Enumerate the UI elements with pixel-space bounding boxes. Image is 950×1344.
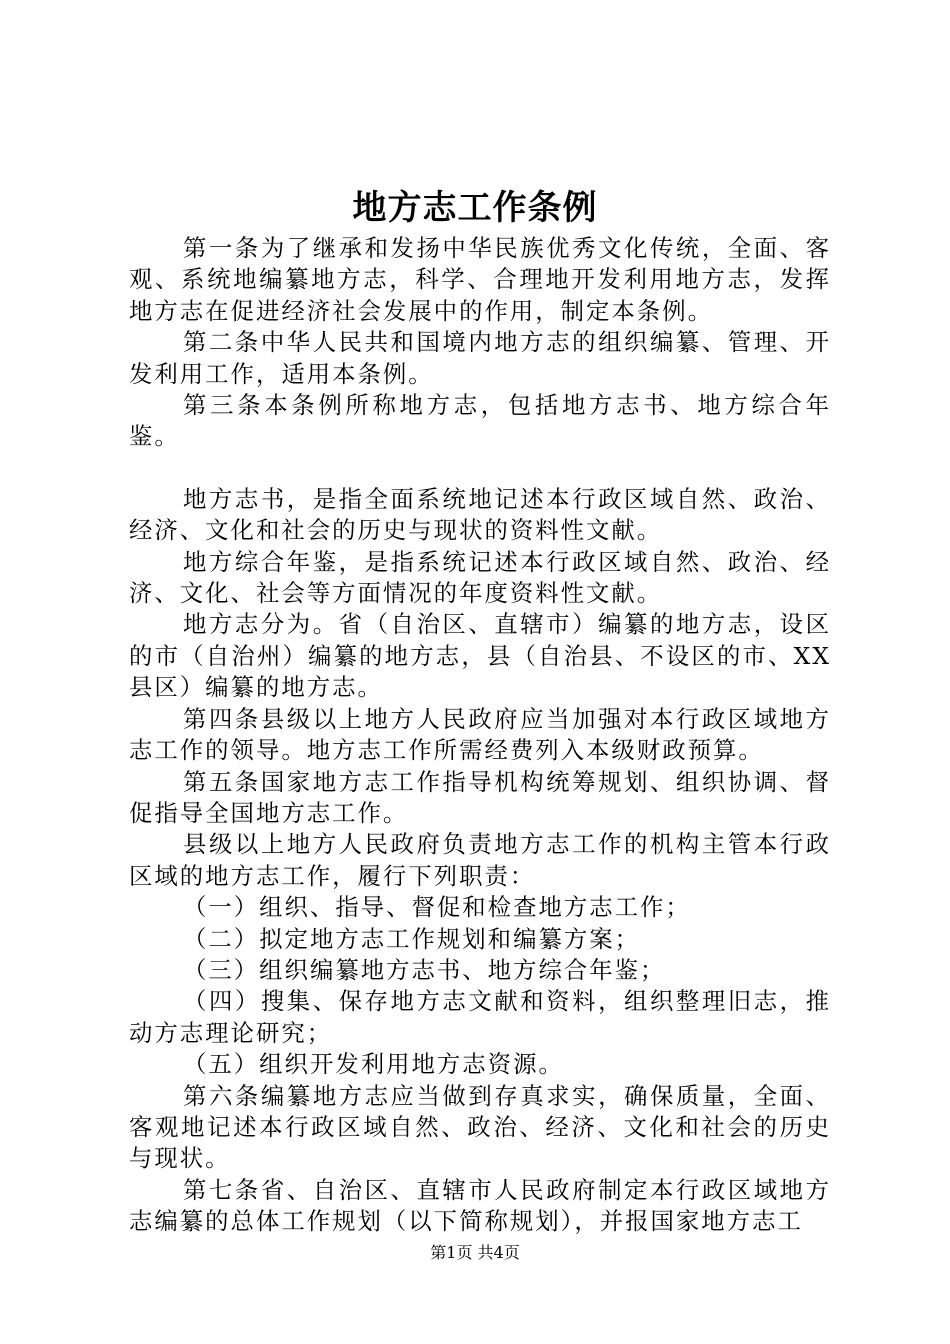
list-item-duty-4: （四）搜集、保存地方志文献和资料，组织整理旧志，推动方志理论研究； [129, 987, 831, 1047]
list-item-duty-5: （五）组织开发利用地方志资源。 [183, 1050, 564, 1079]
paragraph-article-2: 第二条中华人民共和国境内地方志的组织编纂、管理、开发利用工作，适用本条例。 [129, 328, 831, 388]
paragraph-article-3: 第三条本条例所称地方志，包括地方志书、地方综合年鉴。 [129, 391, 831, 451]
document-title: 地方志工作条例 [352, 188, 598, 228]
list-item-duty-1: （一）组织、指导、督促和检查地方志工作； [183, 893, 691, 922]
paragraph-article-5: 第五条国家地方志工作指导机构统筹规划、组织协调、督促指导全国地方志工作。 [129, 767, 831, 827]
paragraph-duties-intro: 县级以上地方人民政府负责地方志工作的机构主管本行政区域的地方志工作，履行下列职责： [129, 830, 831, 890]
list-item-duty-2: （二）拟定地方志工作规划和编纂方案； [183, 924, 641, 953]
document-body [129, 233, 831, 1238]
paragraph-definition-yearbook: 地方综合年鉴，是指系统记述本行政区域自然、政治、经济、文化、社会等方面情况的年度资料性文献。 [129, 547, 831, 608]
paragraph-article-6: 第六条编纂地方志应当做到存真求实，确保质量，全面、客观地记述本行政区域自然、政治、经济、文化和社会的历史与现状。 [129, 1081, 831, 1173]
paragraph-article-4: 第四条县级以上地方人民政府应当加强对本行政区域地方志工作的领导。地方志工作所需经费列入本级财政预算。 [129, 704, 831, 765]
page-footer-page-number: 第1页 共4页 [430, 1243, 520, 1262]
paragraph-classification: 地方志分为。省（自治区、直辖市）编纂的地方志，设区的市（自治州）编纂的地方志，县（自治县、不设区的市、XX县区）编纂的地方志。 [129, 610, 831, 702]
paragraph-article-1: 第一条为了继承和发扬中华民族优秀文化传统，全面、客观、系统地编纂地方志，科学、合理地开发利用地方志，发挥地方志在促进经济社会发展中的作用，制定本条例。 [129, 234, 831, 325]
paragraph-article-7: 第七条省、自治区、直辖市人民政府制定本行政区域地方志编纂的总体工作规划（以下简称规划），并报国家地方志工 [129, 1175, 831, 1236]
list-item-duty-3: （三）组织编纂地方志书、地方综合年鉴； [183, 955, 666, 984]
paragraph-definition-gazetteer: 地方志书，是指全面系统地记述本行政区域自然、政治、经济、文化和社会的历史与现状的资料性文献。 [129, 484, 831, 545]
